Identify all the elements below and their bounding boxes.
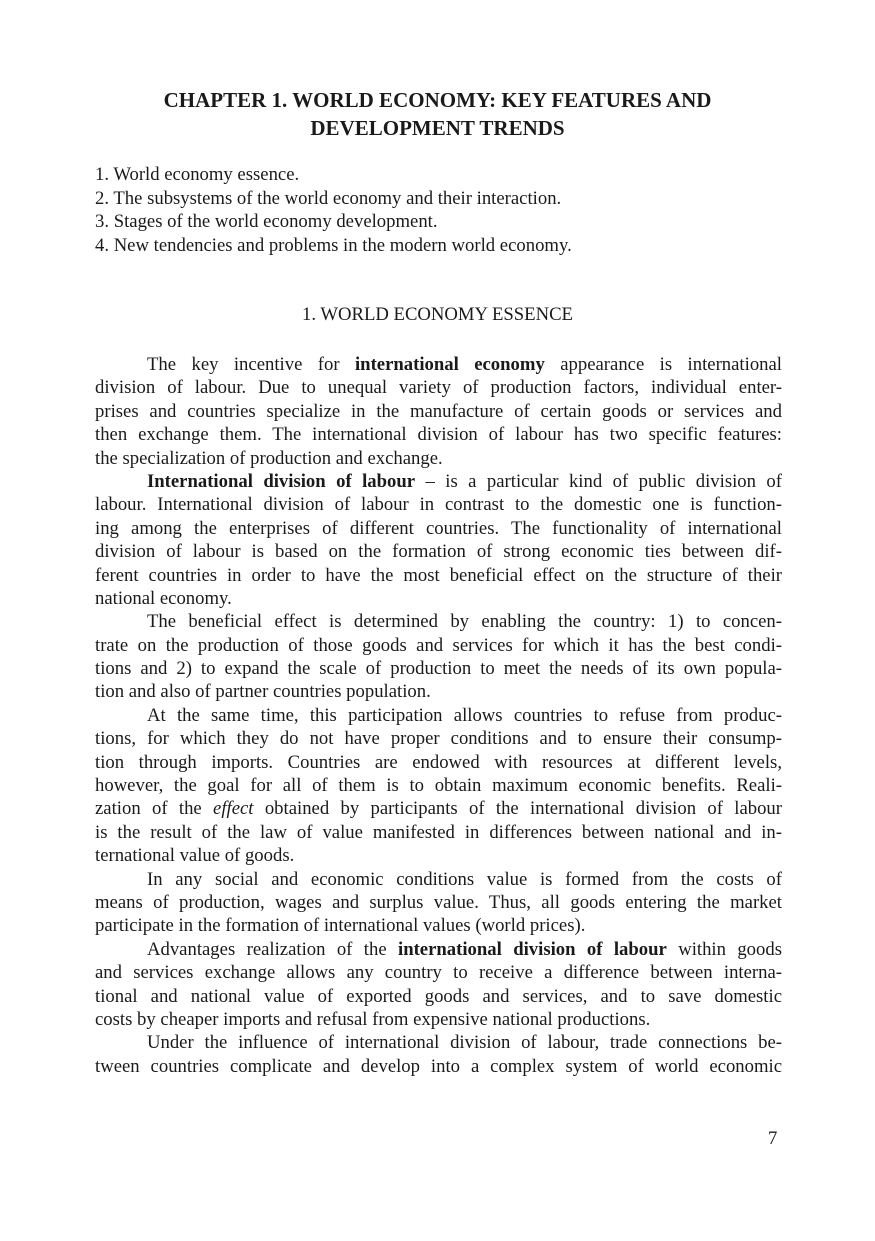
text-segment: within goods [666, 938, 782, 960]
text-segment: division of labour is based on the formation of strong economic ties between dif- [95, 541, 782, 563]
text-segment: ternational value of goods. [95, 845, 295, 867]
section-heading: 1. WORLD ECONOMY ESSENCE [302, 304, 573, 325]
text-segment: – is a particular kind of public division of [415, 470, 782, 492]
paragraph [95, 868, 782, 938]
text-segment: national economy. [95, 587, 232, 609]
text-line [95, 1031, 782, 1054]
text-line [95, 447, 782, 470]
chapter-title-line-1: CHAPTER 1. WORLD ECONOMY: KEY FEATURES AND [163, 88, 712, 112]
contents-item: 2. The subsystems of the world economy and their interaction. [95, 187, 562, 209]
contents-item: 1. World economy essence. [95, 164, 300, 185]
text-segment: division of labour. Due to unequal variety of production factors, individual enter- [95, 377, 782, 399]
text-line [95, 634, 782, 657]
text-segment: tions, for which they do not have proper conditions and to ensure their consump- [95, 728, 782, 750]
chapter-title [60, 86, 815, 142]
text-line [95, 751, 782, 774]
text-line [95, 985, 782, 1008]
paragraph [95, 1031, 782, 1078]
text-line [95, 517, 782, 540]
text-segment: prises and countries specialize in the manufacture of certain goods or services and [95, 400, 782, 422]
text-line [95, 376, 782, 399]
text-segment: Under the influence of international division of labour, trade connections be- [147, 1032, 782, 1054]
text-line [95, 470, 782, 493]
text-segment: appearance is international [544, 354, 782, 375]
text-segment: then exchange them. The international division of labour has two specific features: [95, 424, 782, 446]
text-segment: means of production, wages and surplus value. Thus, all goods entering the market [95, 891, 782, 913]
text-line [95, 704, 782, 727]
contents-item: 4. New tendencies and problems in the modern world economy. [95, 234, 572, 256]
contents-item: 3. Stages of the world economy development. [95, 211, 438, 232]
text-line [95, 727, 782, 750]
bold-term: International division of labour [147, 470, 416, 492]
text-segment: costs by cheaper imports and refusal from expensive national productions. [95, 1008, 651, 1030]
paragraph [95, 353, 782, 470]
text-line [95, 774, 782, 797]
text-line [95, 1008, 782, 1031]
page-number: 7 [768, 1128, 778, 1149]
text-segment: zation of the [95, 798, 214, 820]
text-line [95, 938, 782, 961]
bold-term: international division of labour [398, 938, 667, 960]
text-line [95, 657, 782, 680]
text-segment: however, the goal for all of them is to obtain maximum economic benefits. Reali- [95, 775, 782, 797]
italic-term: effect [213, 798, 254, 820]
paragraph [95, 610, 782, 704]
text-segment: At the same time, this participation allows countries to refuse from produc- [147, 704, 782, 726]
paragraph [95, 938, 782, 1032]
text-segment: tion and also of partner countries population. [95, 681, 431, 703]
text-line [95, 610, 782, 633]
text-segment: the specialization of production and exchange. [95, 447, 443, 469]
text-line [95, 797, 782, 820]
text-line [95, 564, 782, 587]
text-line [95, 868, 782, 891]
body-text [95, 353, 782, 1078]
text-segment: The beneficial effect is determined by enabling the country: 1) to concen- [147, 611, 782, 633]
text-segment: trate on the production of those goods and services for which it has the best condi- [95, 634, 782, 656]
paragraph [95, 704, 782, 868]
text-segment: is the result of the law of value manifested in differences between national and in- [95, 821, 782, 843]
text-segment: labour. International division of labour in contrast to the domestic one is function- [95, 494, 782, 516]
text-line [95, 353, 782, 376]
text-segment: participate in the formation of international values (world prices). [95, 915, 586, 937]
text-line [95, 540, 782, 563]
text-line [95, 914, 782, 937]
text-segment: ferent countries in order to have the most beneficial effect on the structure of their [95, 564, 782, 586]
text-segment: ing among the enterprises of different countries. The functionality of international [95, 517, 782, 539]
text-segment: Advantages realization of the [147, 938, 398, 960]
chapter-contents-list [95, 163, 572, 257]
text-segment: tions and 2) to expand the scale of production to meet the needs of its own popula- [95, 658, 782, 680]
text-line [95, 821, 782, 844]
text-segment: tween countries complicate and develop into a complex system of world economic [95, 1055, 782, 1077]
text-line [95, 844, 782, 867]
chapter-title-line-2: DEVELOPMENT TRENDS [310, 116, 565, 140]
text-line [95, 400, 782, 423]
text-segment: tional and national value of exported goods and services, and to save domestic [95, 985, 782, 1007]
text-line [95, 423, 782, 446]
text-line [95, 493, 782, 516]
text-segment: The key incentive for [147, 354, 355, 375]
text-segment: obtained by participants of the international division of labour [253, 798, 782, 820]
text-line [95, 961, 782, 984]
text-line [95, 587, 782, 610]
text-segment: and services exchange allows any country to receive a difference between interna- [95, 962, 782, 984]
text-line [95, 680, 782, 703]
text-segment: In any social and economic conditions value is formed from the costs of [147, 868, 782, 890]
paragraph [95, 470, 782, 610]
text-line [95, 1055, 782, 1078]
text-segment: tion through imports. Countries are endowed with resources at different levels, [95, 751, 782, 773]
bold-term: international economy [354, 354, 545, 375]
text-line [95, 891, 782, 914]
